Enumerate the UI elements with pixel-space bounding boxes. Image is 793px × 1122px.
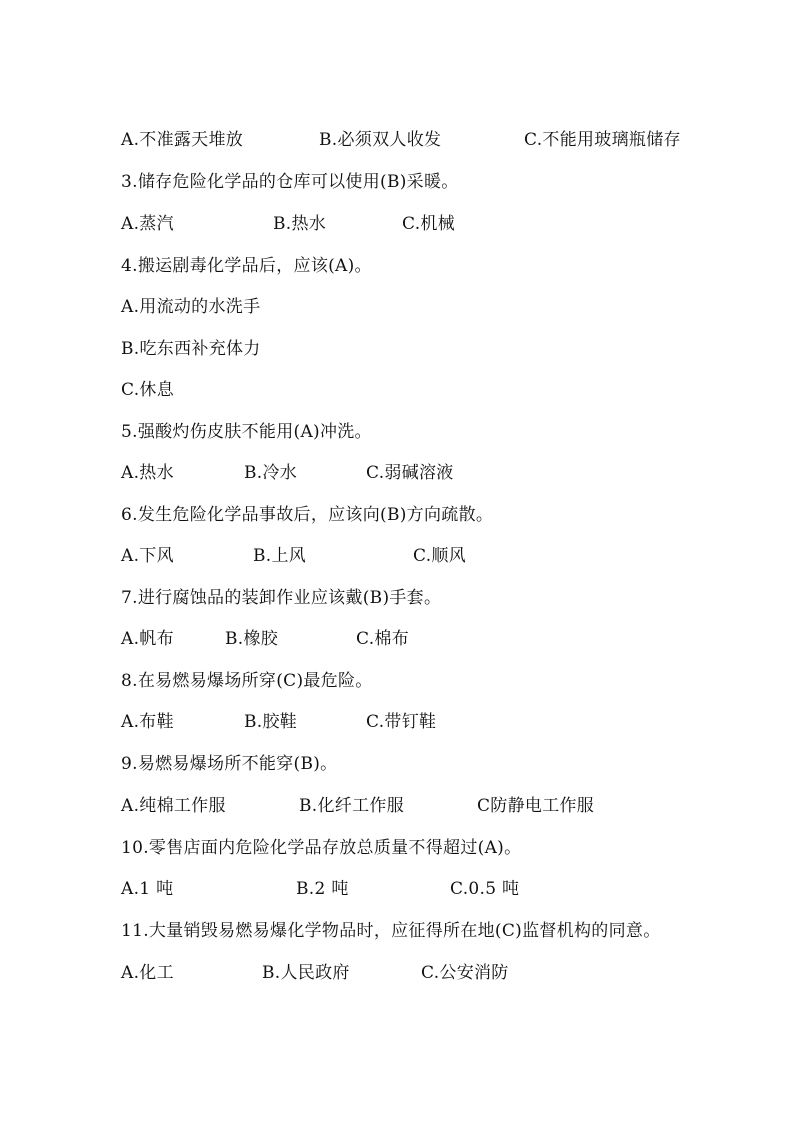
option-a: A.下风 xyxy=(121,546,174,566)
option-a: A.帆布 xyxy=(121,629,174,649)
option-b: B.人民政府 xyxy=(262,963,350,983)
option-b: B.上风 xyxy=(253,546,307,566)
question-line: 5.强酸灼伤皮肤不能用(A)冲洗。 xyxy=(121,422,372,442)
answer-line: B.吃东西补充体力 xyxy=(121,339,261,359)
option-a: A.纯棉工作服 xyxy=(121,796,226,816)
question-line: 8.在易燃易爆场所穿(C)最危险。 xyxy=(121,671,373,691)
option-a: A.化工 xyxy=(121,963,174,983)
option-b: B.胶鞋 xyxy=(244,712,298,732)
question-line: 7.进行腐蚀品的装卸作业应该戴(B)手套。 xyxy=(121,588,442,608)
option-c: C.0.5 吨 xyxy=(450,879,520,899)
question-line: 11.大量销毁易燃易爆化学物品时，应征得所在地(C)监督机构的同意。 xyxy=(121,921,661,941)
option-b: B.冷水 xyxy=(244,463,298,483)
option-b: B.橡胶 xyxy=(225,629,279,649)
answer-line: C.休息 xyxy=(121,380,175,400)
question-line: 10.零售店面内危险化学品存放总质量不得超过(A)。 xyxy=(121,838,522,858)
option-c: C防静电工作服 xyxy=(477,796,595,816)
option-c: C.不能用玻璃瓶储存 xyxy=(524,130,681,150)
option-a: A.热水 xyxy=(121,463,174,483)
option-c: C.带钉鞋 xyxy=(366,712,437,732)
option-a: A.蒸汽 xyxy=(121,214,174,234)
option-c: C.棉布 xyxy=(356,629,410,649)
answer-line: A.用流动的水洗手 xyxy=(121,297,261,317)
option-c: C.机械 xyxy=(402,214,456,234)
option-b: B.化纤工作服 xyxy=(299,796,404,816)
option-b: B.2 吨 xyxy=(296,879,349,899)
option-b: B.必须双人收发 xyxy=(319,130,442,150)
option-a: A.布鞋 xyxy=(121,712,174,732)
option-a: A.不准露天堆放 xyxy=(121,130,244,150)
question-line: 6.发生危险化学品事故后，应该向(B)方向疏散。 xyxy=(121,505,494,525)
option-c: C.顺风 xyxy=(413,546,467,566)
option-c: C.公安消防 xyxy=(421,963,509,983)
option-b: B.热水 xyxy=(273,214,327,234)
option-c: C.弱碱溶液 xyxy=(366,463,454,483)
option-a: A.1 吨 xyxy=(121,879,174,899)
question-line: 4.搬运剧毒化学品后，应该(A)。 xyxy=(121,256,372,276)
question-line: 3.储存危险化学品的仓库可以使用(B)采暖。 xyxy=(121,172,459,192)
question-line: 9.易燃易爆场所不能穿(B)。 xyxy=(121,754,338,774)
